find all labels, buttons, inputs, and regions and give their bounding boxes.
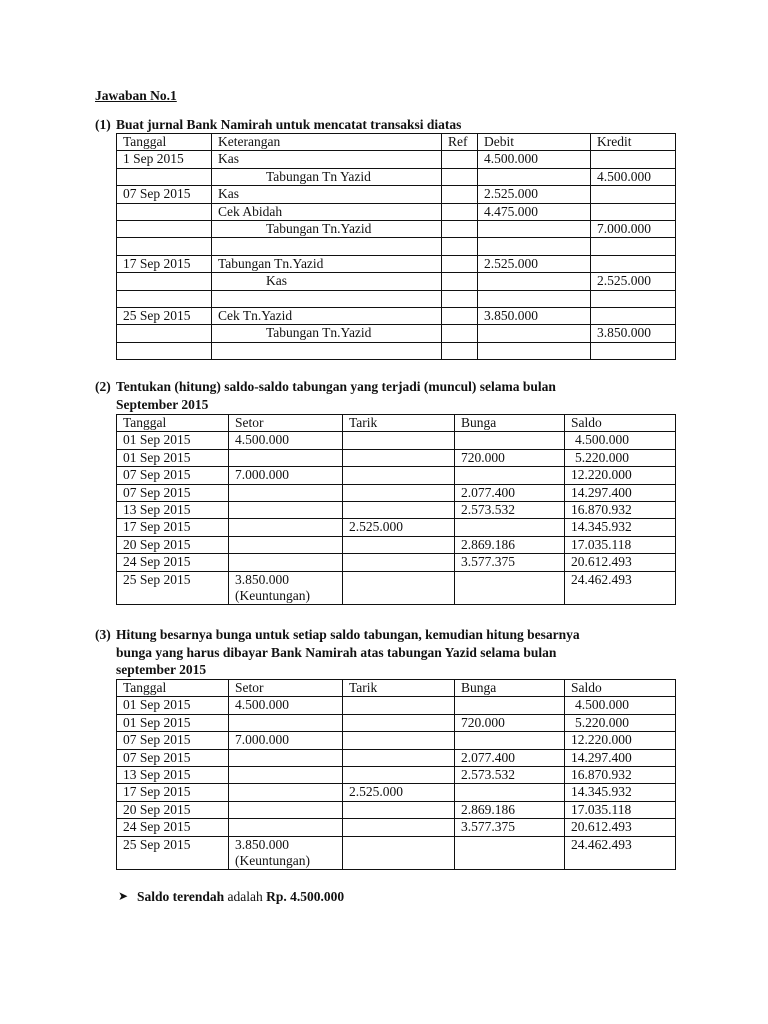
- cell-tanggal: [117, 168, 212, 185]
- cell-tarik: [343, 432, 455, 449]
- cell-kredit: [591, 290, 676, 307]
- table-row: [117, 784, 676, 801]
- header-setor: Setor: [229, 680, 343, 697]
- cell-kredit: 4.500.000: [591, 168, 676, 185]
- cell-tanggal: 01 Sep 2015: [117, 697, 229, 714]
- cell-debit: 2.525.000: [478, 186, 591, 203]
- cell-setor: [229, 784, 343, 801]
- cell-ref: [442, 151, 478, 168]
- cell-setor: [229, 819, 343, 836]
- cell-saldo: 20.612.493: [565, 554, 676, 571]
- cell-setor: [229, 554, 343, 571]
- cell-setor: 4.500.000: [229, 697, 343, 714]
- cell-bunga: 3.577.375: [455, 819, 565, 836]
- cell-setor: 4.500.000: [229, 432, 343, 449]
- setor-amount: 3.850.000: [235, 571, 289, 587]
- header-keterangan: Keterangan: [212, 134, 442, 151]
- cell-setor: 7.000.000: [229, 732, 343, 749]
- cell-ref: [442, 308, 478, 325]
- cell-tanggal: 17 Sep 2015: [117, 255, 212, 272]
- cell-tarik: [343, 697, 455, 714]
- cell-tanggal: 07 Sep 2015: [117, 732, 229, 749]
- cell-tanggal: [117, 290, 212, 307]
- header-debit: Debit: [478, 134, 591, 151]
- cell-ref: [442, 168, 478, 185]
- cell-setor: [229, 767, 343, 784]
- cell-saldo: 4.500.000: [565, 432, 676, 449]
- question-3-line-2: bunga yang harus dibayar Bank Namirah atas tabungan Yazid selama bulan: [116, 644, 557, 660]
- cell-saldo: 12.220.000: [565, 732, 676, 749]
- header-tanggal: Tanggal: [117, 134, 212, 151]
- cell-bunga: [455, 571, 565, 605]
- table-row: [117, 749, 676, 766]
- cell-tarik: [343, 467, 455, 484]
- table-row: [117, 836, 676, 870]
- saldo-table: [116, 414, 676, 605]
- cell-tanggal: 17 Sep 2015: [117, 519, 229, 536]
- table-row: [117, 502, 676, 519]
- cell-setor: [229, 836, 343, 870]
- cell-bunga: [455, 432, 565, 449]
- cell-setor: [229, 502, 343, 519]
- cell-debit: [478, 342, 591, 359]
- cell-tanggal: 25 Sep 2015: [117, 571, 229, 605]
- cell-setor: [229, 749, 343, 766]
- cell-keterangan: Cek Tn.Yazid: [212, 308, 442, 325]
- question-2-line-1: Tentukan (hitung) saldo-saldo tabungan yang terjadi (muncul) selama bulan: [116, 379, 556, 394]
- cell-tarik: [343, 536, 455, 553]
- cell-saldo: 16.870.932: [565, 767, 676, 784]
- cell-tanggal: 13 Sep 2015: [117, 767, 229, 784]
- cell-tanggal: 07 Sep 2015: [117, 749, 229, 766]
- header-setor: Setor: [229, 415, 343, 432]
- question-3-line-1: Hitung besarnya bunga untuk setiap saldo tabungan, kemudian hitung besarnya: [116, 627, 580, 642]
- cell-tarik: [343, 571, 455, 605]
- cell-kredit: [591, 308, 676, 325]
- cell-kredit: [591, 238, 676, 255]
- cell-kredit: [591, 203, 676, 220]
- cell-setor: [229, 714, 343, 731]
- cell-bunga: [455, 784, 565, 801]
- cell-setor: 7.000.000: [229, 467, 343, 484]
- cell-debit: [478, 290, 591, 307]
- cell-ref: [442, 186, 478, 203]
- cell-tarik: [343, 836, 455, 870]
- cell-bunga: 2.869.186: [455, 536, 565, 553]
- cell-debit: 2.525.000: [478, 255, 591, 272]
- header-bunga: Bunga: [455, 680, 565, 697]
- question-1-number: (1): [95, 117, 111, 132]
- table-row: [117, 238, 676, 255]
- cell-setor: [229, 449, 343, 466]
- cell-saldo: 14.297.400: [565, 484, 676, 501]
- cell-bunga: 3.577.375: [455, 554, 565, 571]
- table-row: [117, 467, 676, 484]
- cell-tanggal: [117, 273, 212, 290]
- question-3-line-3: september 2015: [116, 662, 207, 677]
- question-2-number: (2): [95, 379, 111, 394]
- cell-tarik: [343, 819, 455, 836]
- table-row: [117, 308, 676, 325]
- table-row: [117, 536, 676, 553]
- cell-ref: [442, 325, 478, 342]
- table-header-row: [117, 415, 676, 432]
- cell-tanggal: 01 Sep 2015: [117, 714, 229, 731]
- table-row: [117, 554, 676, 571]
- cell-tanggal: 07 Sep 2015: [117, 186, 212, 203]
- cell-keterangan: Tabungan Tn.Yazid: [212, 255, 442, 272]
- cell-bunga: 720.000: [455, 714, 565, 731]
- header-tarik: Tarik: [343, 680, 455, 697]
- table-row: [117, 714, 676, 731]
- cell-tanggal: 17 Sep 2015: [117, 784, 229, 801]
- cell-saldo: 20.612.493: [565, 819, 676, 836]
- cell-saldo: 16.870.932: [565, 502, 676, 519]
- cell-tanggal: 25 Sep 2015: [117, 308, 212, 325]
- table-row: [117, 342, 676, 359]
- table-row: [117, 819, 676, 836]
- cell-tanggal: [117, 238, 212, 255]
- cell-tarik: [343, 449, 455, 466]
- cell-tanggal: [117, 203, 212, 220]
- cell-setor: [229, 536, 343, 553]
- summary-value: Rp. 4.500.000: [266, 889, 345, 904]
- cell-saldo: 4.500.000: [565, 697, 676, 714]
- header-saldo: Saldo: [565, 680, 676, 697]
- setor-note: (Keuntungan): [235, 853, 310, 869]
- question-2-line-2: September 2015: [116, 396, 209, 412]
- table-row: [117, 151, 676, 168]
- cell-tarik: [343, 732, 455, 749]
- cell-tarik: [343, 749, 455, 766]
- cell-tanggal: [117, 325, 212, 342]
- cell-setor: [229, 801, 343, 818]
- cell-tanggal: 24 Sep 2015: [117, 819, 229, 836]
- cell-tanggal: 13 Sep 2015: [117, 502, 229, 519]
- cell-setor: [229, 519, 343, 536]
- cell-tanggal: 24 Sep 2015: [117, 554, 229, 571]
- cell-saldo: 14.345.932: [565, 784, 676, 801]
- cell-tanggal: 01 Sep 2015: [117, 449, 229, 466]
- cell-debit: 4.500.000: [478, 151, 591, 168]
- question-1-text: Buat jurnal Bank Namirah untuk mencatat transaksi diatas: [116, 117, 462, 132]
- table-header-row: [117, 680, 676, 697]
- header-bunga: Bunga: [455, 415, 565, 432]
- header-kredit: Kredit: [591, 134, 676, 151]
- cell-keterangan: [212, 238, 442, 255]
- cell-kredit: [591, 186, 676, 203]
- table-row: [117, 186, 676, 203]
- cell-ref: [442, 290, 478, 307]
- bunga-table: [116, 679, 676, 870]
- cell-saldo: 17.035.118: [565, 536, 676, 553]
- cell-tarik: [343, 714, 455, 731]
- table-row: [117, 255, 676, 272]
- cell-keterangan: Kas: [212, 273, 442, 290]
- cell-keterangan: Kas: [212, 186, 442, 203]
- table-row: [117, 767, 676, 784]
- cell-bunga: [455, 836, 565, 870]
- cell-tanggal: [117, 342, 212, 359]
- cell-keterangan: Cek Abidah: [212, 203, 442, 220]
- cell-bunga: 2.573.532: [455, 767, 565, 784]
- cell-ref: [442, 221, 478, 238]
- cell-tanggal: [117, 221, 212, 238]
- cell-tanggal: 1 Sep 2015: [117, 151, 212, 168]
- summary-label: Saldo terendah: [137, 889, 225, 904]
- cell-ref: [442, 273, 478, 290]
- cell-setor: [229, 571, 343, 605]
- cell-bunga: [455, 519, 565, 536]
- cell-debit: 3.850.000: [478, 308, 591, 325]
- cell-keterangan: [212, 342, 442, 359]
- header-tarik: Tarik: [343, 415, 455, 432]
- cell-saldo: 5.220.000: [565, 714, 676, 731]
- setor-amount: 3.850.000: [235, 836, 289, 852]
- table-row: [117, 801, 676, 818]
- question-3-number: (3): [95, 627, 111, 642]
- cell-debit: [478, 221, 591, 238]
- cell-bunga: 720.000: [455, 449, 565, 466]
- table-row: [117, 449, 676, 466]
- table-row: [117, 432, 676, 449]
- cell-kredit: [591, 255, 676, 272]
- cell-saldo: 14.345.932: [565, 519, 676, 536]
- table-row: [117, 325, 676, 342]
- cell-kredit: [591, 151, 676, 168]
- header-ref: Ref: [442, 134, 478, 151]
- header-saldo: Saldo: [565, 415, 676, 432]
- table-row: [117, 203, 676, 220]
- header-tanggal: Tanggal: [117, 415, 229, 432]
- cell-saldo: 24.462.493: [565, 836, 676, 870]
- cell-saldo: 24.462.493: [565, 571, 676, 605]
- cell-ref: [442, 255, 478, 272]
- cell-saldo: 14.297.400: [565, 749, 676, 766]
- cell-saldo: 17.035.118: [565, 801, 676, 818]
- arrow-bullet-icon: ➤: [118, 889, 129, 903]
- cell-bunga: 2.869.186: [455, 801, 565, 818]
- cell-kredit: [591, 342, 676, 359]
- cell-bunga: 2.077.400: [455, 484, 565, 501]
- cell-tanggal: 20 Sep 2015: [117, 801, 229, 818]
- table-row: [117, 168, 676, 185]
- cell-debit: [478, 168, 591, 185]
- cell-debit: [478, 325, 591, 342]
- table-header-row: [117, 134, 676, 151]
- cell-kredit: 7.000.000: [591, 221, 676, 238]
- cell-debit: 4.475.000: [478, 203, 591, 220]
- journal-table: [116, 133, 676, 360]
- cell-debit: [478, 238, 591, 255]
- cell-tarik: [343, 801, 455, 818]
- cell-tarik: [343, 554, 455, 571]
- cell-saldo: 5.220.000: [565, 449, 676, 466]
- summary-connector: adalah: [227, 889, 263, 904]
- cell-kredit: 3.850.000: [591, 325, 676, 342]
- table-row: [117, 290, 676, 307]
- cell-tanggal: 07 Sep 2015: [117, 484, 229, 501]
- cell-tarik: [343, 767, 455, 784]
- cell-ref: [442, 342, 478, 359]
- cell-tarik: [343, 484, 455, 501]
- cell-bunga: [455, 467, 565, 484]
- table-row: [117, 273, 676, 290]
- table-row: [117, 519, 676, 536]
- cell-ref: [442, 238, 478, 255]
- cell-tanggal: 07 Sep 2015: [117, 467, 229, 484]
- header-tanggal: Tanggal: [117, 680, 229, 697]
- cell-kredit: 2.525.000: [591, 273, 676, 290]
- cell-tarik: [343, 502, 455, 519]
- cell-keterangan: Tabungan Tn.Yazid: [212, 221, 442, 238]
- cell-tanggal: 20 Sep 2015: [117, 536, 229, 553]
- cell-keterangan: Kas: [212, 151, 442, 168]
- table-row: [117, 221, 676, 238]
- cell-keterangan: [212, 290, 442, 307]
- cell-debit: [478, 273, 591, 290]
- table-row: [117, 571, 676, 605]
- cell-bunga: [455, 732, 565, 749]
- cell-bunga: 2.573.532: [455, 502, 565, 519]
- cell-keterangan: Tabungan Tn.Yazid: [212, 325, 442, 342]
- cell-bunga: [455, 697, 565, 714]
- table-row: [117, 484, 676, 501]
- cell-tarik: 2.525.000: [343, 784, 455, 801]
- cell-tanggal: 25 Sep 2015: [117, 836, 229, 870]
- table-row: [117, 732, 676, 749]
- page-title: Jawaban No.1: [95, 88, 177, 103]
- cell-tanggal: 01 Sep 2015: [117, 432, 229, 449]
- table-row: [117, 697, 676, 714]
- cell-setor: [229, 484, 343, 501]
- cell-keterangan: Tabungan Tn Yazid: [212, 168, 442, 185]
- setor-note: (Keuntungan): [235, 588, 310, 604]
- cell-bunga: 2.077.400: [455, 749, 565, 766]
- cell-tarik: 2.525.000: [343, 519, 455, 536]
- cell-ref: [442, 203, 478, 220]
- cell-saldo: 12.220.000: [565, 467, 676, 484]
